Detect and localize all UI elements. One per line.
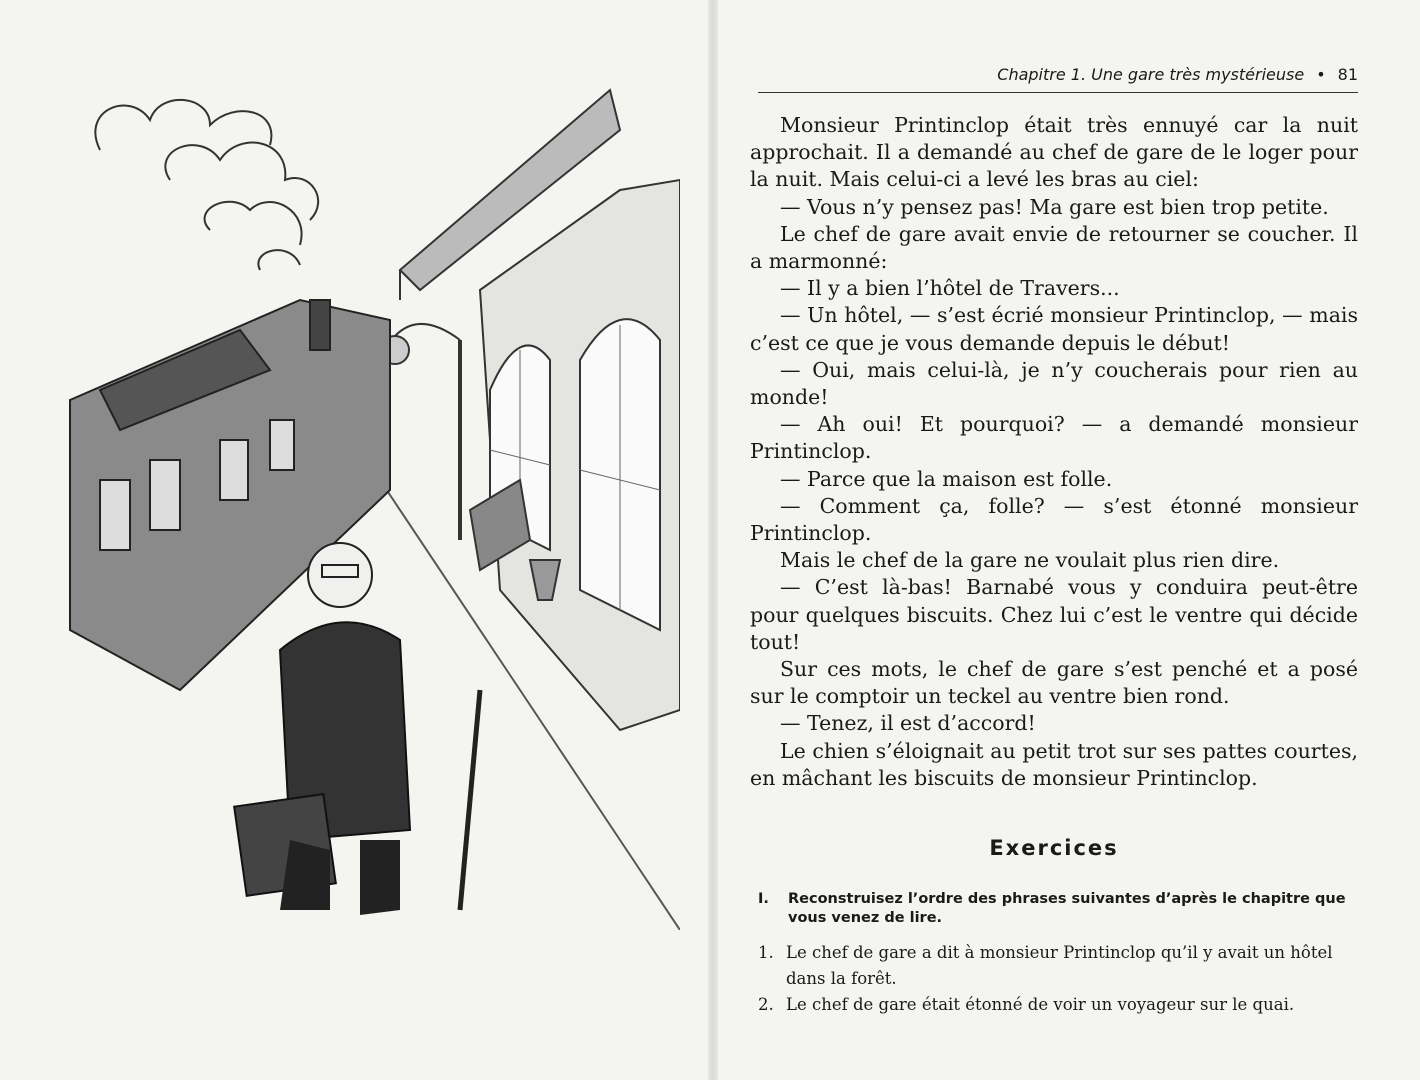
chapter-title: Chapitre 1. Une gare très mystérieuse xyxy=(997,65,1305,84)
paragraph: — Oui, mais celui-là, je n’y coucherais pour rien au monde! xyxy=(750,357,1358,410)
paragraph: — Tenez, il est d’accord! xyxy=(780,711,1036,736)
bullet-separator: • xyxy=(1316,65,1326,84)
paragraph: — Vous n’y pensez pas! Ma gare est bien trop petite. xyxy=(780,194,1329,219)
story-text xyxy=(750,112,1358,792)
item-text: Le chef de gare a dit à monsieur Printinclop qu’il y avait un hôtel dans la forêt. xyxy=(786,943,1333,988)
running-head xyxy=(758,62,1358,93)
paragraph: Mais le chef de la gare ne voulait plus rien dire. xyxy=(780,548,1280,573)
paragraph: Le chef de gare avait envie de retourner se coucher. Il a marmonné: xyxy=(750,221,1358,274)
item-text: Le chef de gare était étonné de voir un voyageur sur le quai. xyxy=(786,995,1295,1014)
exercise-items xyxy=(758,940,1358,1018)
item-number: 1. xyxy=(758,943,774,962)
paragraph: Sur ces mots, le chef de gare s’est penché et a posé sur le comptoir un teckel au ventre bien rond. xyxy=(750,657,1358,709)
paragraph: Monsieur Printinclop était très ennuyé car la nuit approchait. Il a demandé au chef de gare de le loger pour la nuit. Mais celui-ci a levé les bras au ciel: xyxy=(750,113,1358,192)
right-page xyxy=(718,0,1420,1080)
book-gutter xyxy=(708,0,718,1080)
paragraph: — Comment ça, folle? — s’est étonné monsieur Printinclop. xyxy=(750,493,1358,546)
left-page xyxy=(0,0,708,1080)
paragraph: — C’est là-bas! Barnabé vous y conduira peut-être pour quelques biscuits. Chez lui c’est le ventre qui décide tout! xyxy=(750,575,1358,654)
paragraph: — Un hôtel, — s’est écrié monsieur Printinclop, — mais c’est ce que je vous demande depuis le début! xyxy=(750,303,1358,355)
exercise-item xyxy=(758,992,1358,1018)
exercises-heading: Exercices xyxy=(989,836,1119,860)
item-number: 2. xyxy=(758,995,774,1014)
instruction-number: I. xyxy=(758,891,769,907)
instruction-text: Reconstruisez l’ordre des phrases suivantes d’après le chapitre que vous venez de lire. xyxy=(788,891,1346,926)
page-number: 81 xyxy=(1337,65,1358,84)
train-station-illustration xyxy=(60,70,680,930)
exercise-instruction xyxy=(758,890,1358,928)
paragraph: — Ah oui! Et pourquoi? — a demandé monsieur Printinclop. xyxy=(750,412,1358,464)
paragraph: — Parce que la maison est folle. xyxy=(780,466,1113,491)
exercise-item xyxy=(758,940,1358,992)
paragraph: Le chien s’éloignait au petit trot sur ses pattes courtes, en mâchant les biscuits de monsieur Printinclop. xyxy=(750,738,1358,790)
paragraph: — Il y a bien l’hôtel de Travers... xyxy=(780,276,1120,301)
